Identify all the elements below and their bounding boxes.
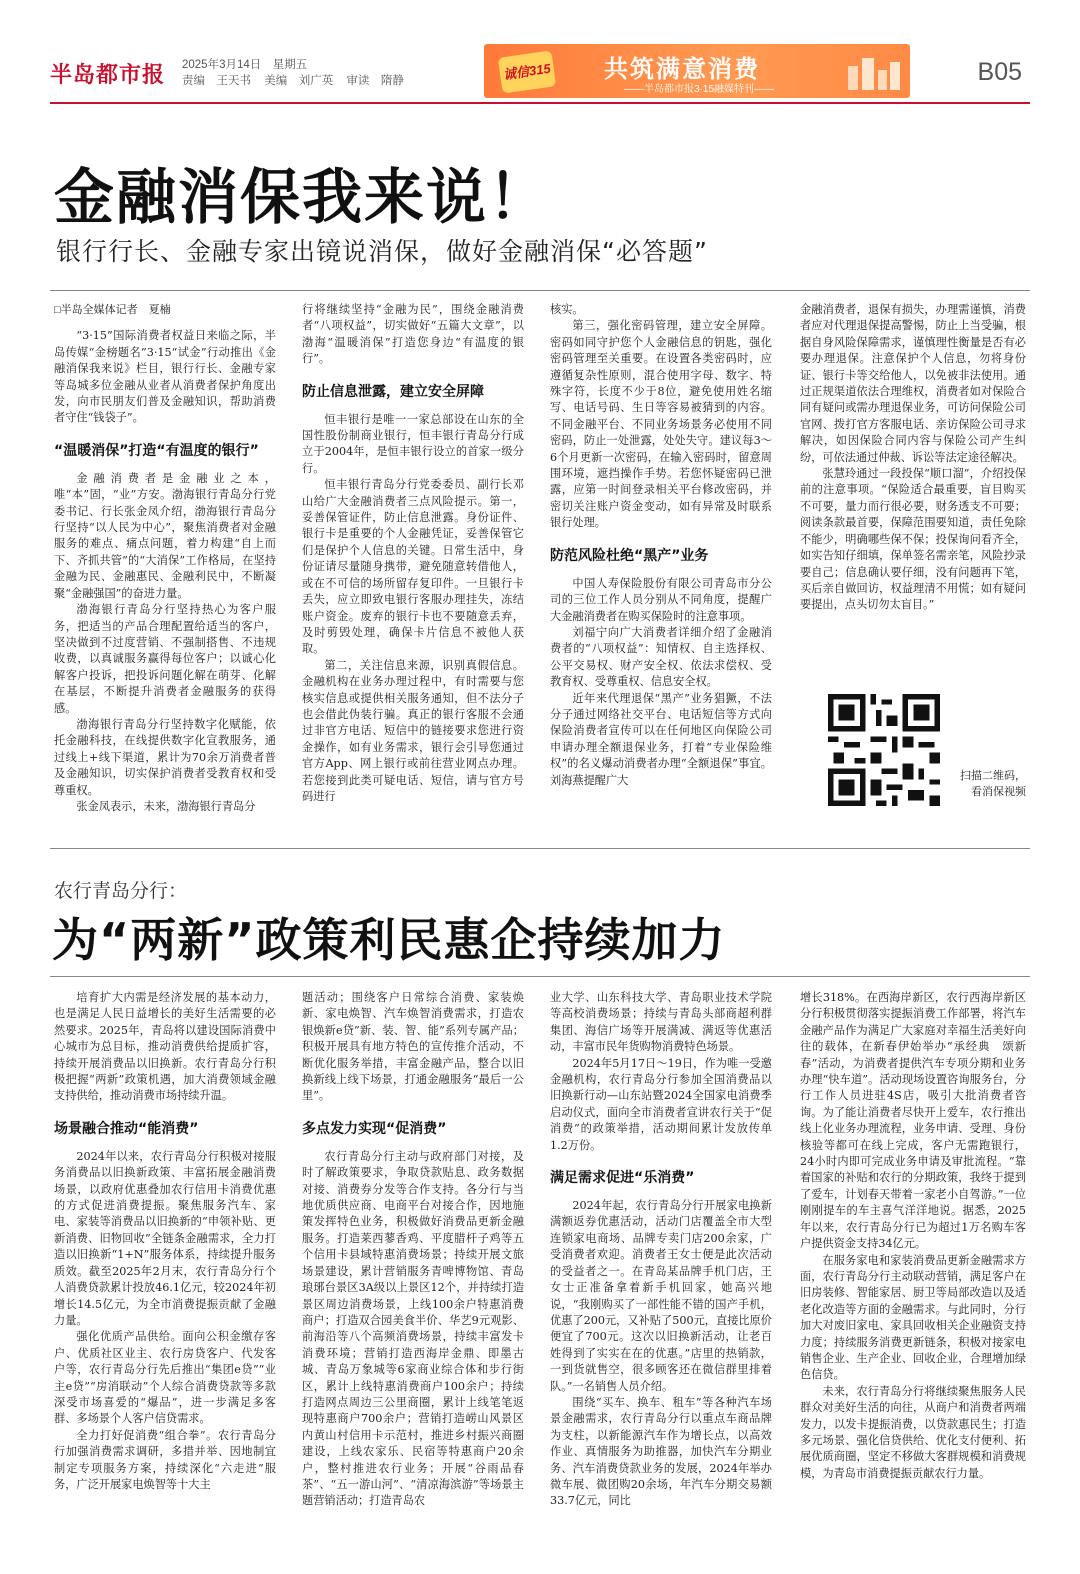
section-heading: 防止信息泄露，建立安全屏障 (302, 383, 484, 400)
paragraph: 第三，强化密码管理，建立安全屏障。密码如同守护您个人金融信息的钥匙，强化密码管理至关重要。在设置各类密码时，应遵循复杂性原则，混合使用字母、数字、特殊字符，长度不少于8位，避免使用姓名缩写、电话号码、生日等容易被猜到的内容。不同金融平台、不同业务场景务必使用不同密码，防止一处泄露，处处失守。建议每3～6个月更新一次密码，在输入密码时，留意周围环境，遮挡操作手势。若您怀疑密码已泄露，应第一时间登录相关平台修改密码，并密切关注账户资金变动，如有异常及时联系银行处理。 (550, 319, 772, 530)
paragraph: 刘福宁向广大消费者详细介绍了金融消费者的“八项权益”：知情权、自主选择权、公平交易权、财产安全权、依法求偿权、受教育权、受尊重权、信息安全权。 (550, 625, 772, 689)
article1-column-4 (800, 302, 1026, 682)
buildings-icon (844, 52, 904, 92)
newspaper-logo: 半岛都市报 (50, 62, 166, 88)
article1-column-1 (54, 302, 276, 832)
editor-chief: 责编 王天书 (182, 75, 251, 87)
paragraph: 培育扩大内需是经济发展的基本动力，也是满足人民日益增长的美好生活需要的必然要求。2025年，青岛将以建设国际消费中心城市为总目标，推动消费供给提质扩容，持续开展消费品以旧换新。农行青岛分行积极把握“两新”政策机遇，加大消费领域金融支持供给，推动消费市场持续升温。 (54, 991, 276, 1103)
article1-byline: □半岛全媒体记者 夏楠 (54, 304, 171, 316)
paragraph: “3·15”国际消费者权益日来临之际，半岛传媒“金榜题名”3·15“试金”行动推出《金融消保我来说》栏目，银行行长、金融专家等岛城多位金融从业者从消费者保护角度出发，向市民朋友们普及金融知识，帮助消费者守住“钱袋子”。 (54, 329, 276, 425)
paragraph: 张金凤表示，未来，渤海银行青岛分 (76, 799, 256, 813)
paragraph: 业大学、山东科技大学、青岛职业技术学院等高校消费场景；持续与青岛头部商超利群集团、海信广场等开展满减、满返等优惠活动，丰富市民年货购物消费特色场景。 (550, 991, 772, 1054)
article2-column-3 (550, 990, 772, 1556)
paragraph: 近年来代理退保“黑产”业务猖獗，不法分子通过网络社交平台、电话短信等方式向保险消费者宣传可以在任何地区向保险公司申请办理全额退保业务，打着“专业保险维权”的名义爆动消费者办理“全额退保”事宜。刘海燕提醒广大 (550, 691, 772, 787)
paragraph: 在服务家电和家装消费品更新金融需求方面，农行青岛分行主动联动营销，满足客户在旧房装修、智能家居、厨卫等局部改造以及适老化改造等方面的金融需求。与此同时，分行加大对废旧家电、家具回收相关企业融资支持力度；持续服务消费更新链条，积极对接家电销售企业、生产企业、回收企业，合理增加绿色信贷。 (800, 1253, 1026, 1382)
paragraph: 恒丰银行青岛分行党委委员、副行长邓山给广大金融消费者三点风险提示。第一，妥善保管证件，防止信息泄露。身份证件、银行卡是重要的个人金融凭证，妥善保管它们是保护个人信息的关键。日常生活中，身份证请尽量随身携带，避免随意转借他人，或在不可信的场所留存复印件。一旦银行卡丢失，应立即致电银行客服办理挂失，冻结账户资金。废弃的银行卡也不要随意丢弃，及时剪毁处理，确保卡片信息不被他人获取。 (302, 478, 524, 656)
masthead (50, 44, 1030, 100)
paragraph: 金融消费者，退保有损失，办理需谨慎，消费者应对代理退保提高警惕，防止上当受骗，根据自身风险保障需求，谨慎理性衡量是否有必要办理退保。注意保护个人信息，勿将身份证、银行卡等交给他人，以免被非法使用。通过正规渠道依法合理维权，消费者如对保险合同有疑问或需办理退保业务，可访问保险公司官网、拨打官方客服电话、亲访保险公司寻求解决，如因保险合同内容与保险公司产生纠纷，可依法通过仲裁、诉讼等法定途径解决。 (800, 303, 1026, 464)
paragraph: 题活动；围绕客户日常综合消费、家装焕新、家电焕智、汽车焕智消费需求，打造农银焕新e贷”新、装、智、能”系列专属产品；积极开展具有地方特色的宣传推介活动，不断优化服务举措，丰富金融产品，整合以旧换新线上线下场景，打通金融服务“最后一公里”。 (302, 991, 524, 1103)
qr-code-icon[interactable] (828, 694, 940, 806)
article2-column-2 (302, 990, 524, 1556)
section-heading: 多点发力实现“促消费” (302, 1120, 447, 1137)
editors-line (182, 73, 414, 89)
article1-column-2 (302, 302, 524, 832)
paragraph: 张慧玲通过一段投保“顺口溜”，介绍投保前的注意事项。“保险适合最重要，盲目购买不可要，量力而行很必要，财务透支不可要；阅读条款最首要，保障范围要知道，责任免除不能少，明确哪些保不保；投保询问看齐全，如实告知仔细填，保单签名需亲笔，风险抄录要自己；信息确认要仔细，没有问题再下笔，买后亲自做回访，权益理清不用慌；如有疑问要提出，点头切勿太盲目。” (800, 467, 1026, 612)
paragraph: 强化优质产品供给。面向公积金缴存客户、优质社区业主、农行房贷客户、代发客户等，农行青岛分行先后推出“集团e贷”“业主e贷”“房消联动”个人综合消费贷款等多款深受市场喜爱的“爆品”，进一步满足多客群、多场景个人客户信贷需求。 (54, 1330, 276, 1426)
article2-divider (50, 976, 1030, 977)
section-heading: 场景融合推动“能消费” (54, 1120, 199, 1137)
article2-headline: 为“两新”政策利民惠企持续加力 (52, 913, 726, 967)
special-issue-banner (484, 44, 910, 98)
section-heading: “温暖消保”打造“有温度的银行” (54, 442, 259, 459)
paragraph: 增长318%。在西海岸新区，农行西海岸新区分行积极贯彻落实提振消费工作部署，将汽车金融产品作为满足广大家庭对幸福生活美好向往的载体，在新春伊始举办“承经典 颂新春”活动，为消费者提供汽车专项分期和业务办理“快车道”。活动现场设置咨询服务台，分行工作人员进驻4S店，吸引大批消费者咨询。为了能让消费者尽快开上爱车，农行推出线上化业务办理流程，业务申请、受理、身份核验等都可在线上完成，客户无需跑银行，24小时内即可完成业务申请及审批流程。“靠着国家的补贴和农行的分期政策，我终于提到了爱车，计划春天带着一家老小自驾游。”一位刚刚提车的车主喜气洋洋地说。据悉，2025年以来，农行青岛分行已为超过1万名购车客户提供资金支持34亿元。 (800, 991, 1026, 1251)
paragraph: 渤海银行青岛分行坚持数字化赋能，依托金融科技，在线提供数字化宣教服务，通过线上+线下渠道，累计为70余万消费者普及金融知识，切实保护消费者受教育权和受尊重权。 (54, 717, 276, 797)
header-rule (50, 102, 1030, 104)
article2-column-4 (800, 990, 1026, 1556)
banner-subtitle: ——半岛都市报3·15融媒特刊—— (624, 84, 775, 95)
paragraph: 恒丰银行是唯一一家总部设在山东的全国性股份制商业银行，恒丰银行青岛分行成立于2004年，是恒丰银行设立的首家一级分行。 (302, 412, 524, 475)
editor-review: 审读 隋静 (346, 75, 404, 87)
paragraph: 金融消费者是金融业之本，唯“本”固，“业”方安。渤海银行青岛分行党委书记、行长张金凤介绍，渤海银行青岛分行坚持“以人民为中心”，聚焦消费者对金融服务的难点、痛点问题，着力构建“自上而下、齐抓共管”的“大消保”工作格局，在坚持金融为民、金融惠民、金融利民中，不断凝聚“金融强国”的奋进力量。 (54, 471, 276, 600)
paragraph: 渤海银行青岛分行坚持热心为客户服务，把适当的产品合理配置给适当的客户，坚决做到不过度营销、不强制搭售、不违规收费，以真诚服务赢得每位客户；以诚心化解客户投诉，把投诉问题化解在萌芽、化解在基层，不断提升消费者金融服务的获得感。 (54, 603, 276, 715)
banner-slogan: 共筑满意消费 (604, 55, 760, 83)
paragraph: 2024年以来，农行青岛分行积极对接服务消费品以旧换新政策、丰富拓展金融消费场景，以政府优惠叠加农行信用卡消费优惠的方式促进消费提振。聚焦服务汽车、家电、家装等消费品以旧换新的“申领补贴、更新消费、旧物回收”全链条金融需求，全力打造以旧换新“1+N”服务体系，持续提升服务质效。截至2025年2月末，农行青岛分行个人消费贷款累计投放46.1亿元，较2024年初增长14.5亿元，为全市消费提振贡献了金融力量。 (54, 1149, 276, 1327)
paragraph: 农行青岛分行主动与政府部门对接，及时了解政策要求，争取贷款贴息、政务数据对接、消费券分发等合作支持。各分行与当地优质供应商、电商平台对接合作，因地施策发挥特色业务，积极做好消费品更新金融服务。打造莱西蓼香鸡、平度腊杆子鸡等五个信用卡县域特惠消费场景；持续开展文旅场景建设，累计营销服务青啤博物馆、青岛琅琊台景区3A级以上景区12个，并持续打造景区周边消费场景，上线100余户特惠消费商户；打造双合园美食半价、华艺9元观影、前海沿等八个高频消费场景，持续丰富发卡消费环境；营销打造西海岸金鼎、即墨古城、青岛万象城等6家商业综合体和步行街区，累计上线特惠消费商户100余户；持续打造网点周边三公里商圈，累计上线笔笔返现特惠商户700余户；营销打造崂山风景区内黄山村信用卡示范村，推进乡村振兴商圈建设，上线农家乐、民宿等特惠商户20余户，整村推进农行业务；开展“谷雨品春茶”、“五一游山河”、“清凉海滨游”等场景主题营销活动；打造青岛农 (302, 1149, 524, 1508)
article1-divider (50, 290, 1030, 291)
article2-column-1 (54, 990, 276, 1556)
paragraph: 行将继续坚持“金融为民”，围绕金融消费者“八项权益”，切实做好“五篇大文章”，以渤海“温暖消保”打造您身边“有温度的银行”。 (302, 303, 524, 366)
paragraph: 核实。 (550, 303, 584, 316)
paragraph: 围绕“买车、换车、租车”等各种汽车场景金融需求，农行青岛分行以重点车商品牌为支柱，以新能源汽车作为增长点，以高效作业、真情服务为助推器，加快汽车分期业务、汽车消费贷款业务的发展，2024年举办微车展、微团购20余场，年汽车分期交易额33.7亿元，同比 (550, 1395, 772, 1508)
editor-art: 美编 刘广英 (264, 75, 334, 87)
article1-headline: 金融消保我来说！ (54, 163, 550, 233)
article2-kicker: 农行青岛分行： (54, 880, 188, 902)
paragraph: 第二，关注信息来源，识别真假信息。金融机构在业务办理过程中，有时需要与您核实信息或提供相关服务通知，但不法分子也会借此伪装行骗。真正的银行客服不会通过非官方电话、短信中的链接要求您进行资金操作，如有业务需求，银行会引导您通过官方App、网上银行或前往营业网点办理。若您接到此类可疑电话、短信，请与官方号码进行 (302, 658, 524, 803)
section-heading: 满足需求促进“乐消费” (550, 1170, 695, 1187)
paragraph: 2024年5月17日～19日，作为唯一受邀金融机构，农行青岛分行参加全国消费品以旧换新行动—山东站暨2024全国家电消费季启动仪式，面向全市消费者宣讲农行关于“促消费”的政策举措，活动期间累计发放传单1.2万份。 (550, 1056, 772, 1152)
article1-subheadline: 银行行长、金融专家出镜说消保，做好金融消保“必答题” (56, 237, 708, 266)
page-number: B05 (977, 58, 1022, 86)
article1-column-3 (550, 302, 772, 832)
paragraph: 未来，农行青岛分行将继续聚焦服务人民群众对美好生活的向往，从商户和消费者两端发力，以发卡提振消费，以贷款惠民生；打造多元场景、强化信贷供给、优化支付便利、拓展优质商圈，坚定不移做大客群规模和消费规模，为青岛市消费提振贡献农行力量。 (800, 1384, 1026, 1480)
issue-meta (182, 57, 414, 89)
article-divider (50, 848, 1030, 849)
section-heading: 防范风险杜绝“黑产”业务 (550, 547, 709, 564)
issue-date: 2025年3月14日 星期五 (182, 59, 308, 71)
integrity-315-badge: 诚信315 (498, 50, 556, 93)
qr-caption: 扫描二维码，看消保视频 (960, 769, 1026, 798)
paragraph: 2024年起，农行青岛分行开展家电换新满额返券优惠活动，活动门店覆盖全市大型连锁家电商场、品牌专卖门店200余家，广受消费者欢迎。消费者王女士便是此次活动的受益者之一。在青岛某品牌手机门店，王女士正准备拿着新手机回家，她高兴地说，“我刚购买了一部性能不错的国产手机，优惠了200元，又补贴了500元，直接比原价便宜了700元。这次以旧换新活动，让老百姓得到了实实在在的优惠。”店里的热销款，一到货就售空，很多顾客还在微信群里排着队。”一名销售人员介绍。 (550, 1199, 772, 1393)
paragraph: 中国人寿保险股份有限公司青岛市分公司的三位工作人员分别从不同角度，提醒广大金融消费者在购买保险时的注意事项。 (550, 576, 772, 623)
paragraph: 全力打好促消费“组合拳”。农行青岛分行加强消费需求调研，多措并举、因地制宜制定专项服务方案，持续深化“六走进”服务，广泛开展家电焕智等十大主 (54, 1428, 276, 1491)
